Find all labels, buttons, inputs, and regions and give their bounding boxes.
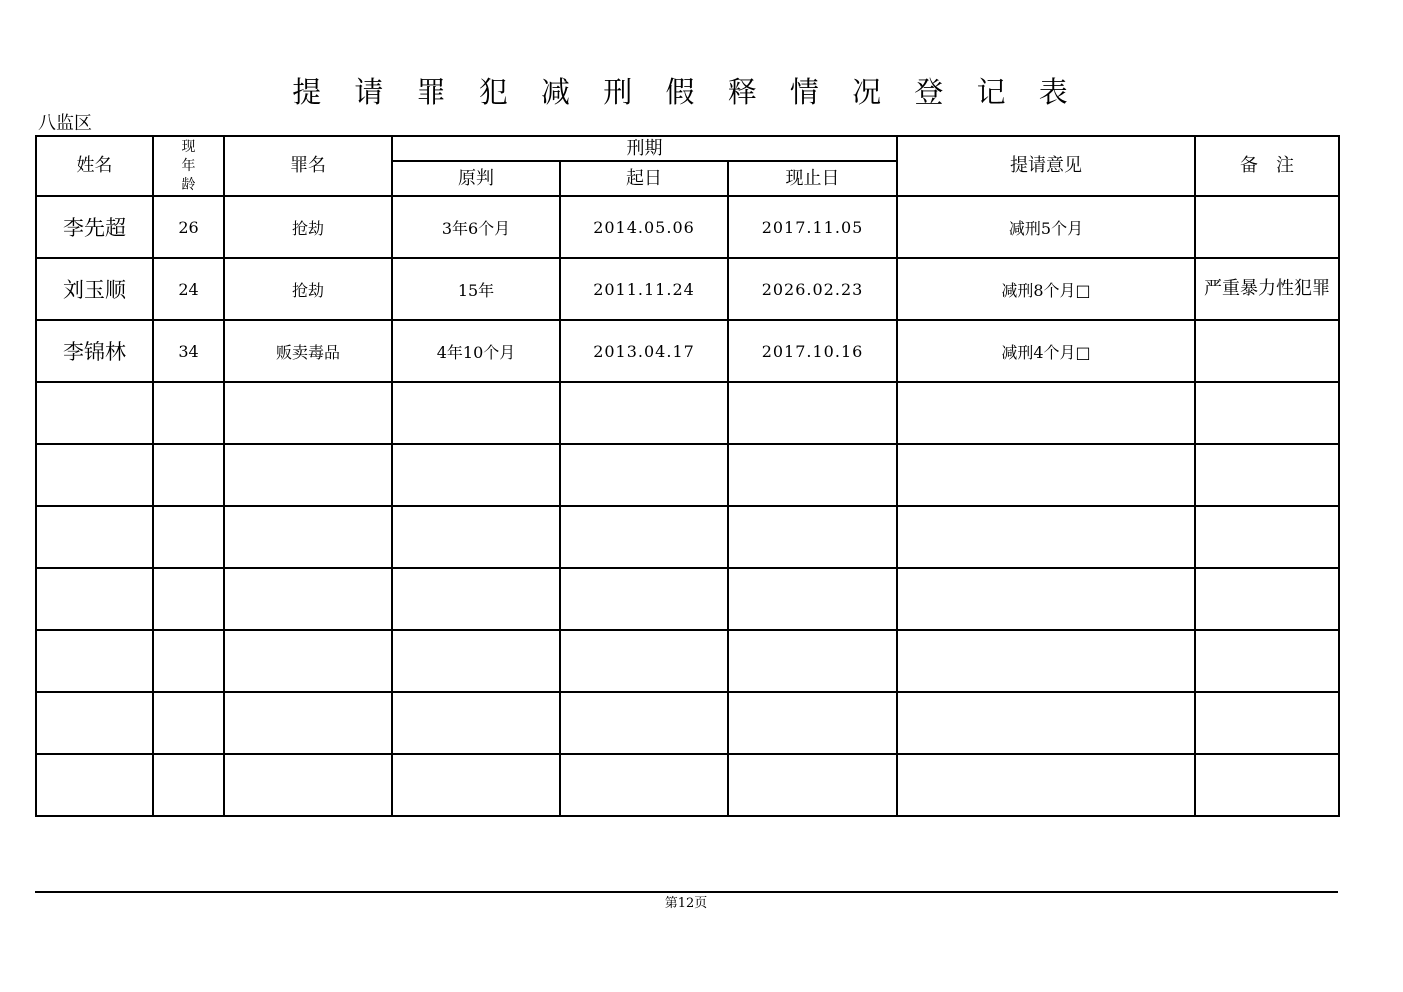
table-row	[36, 258, 1339, 320]
cell-start: 2013.04.17	[560, 320, 728, 382]
header-sentence: 刑期	[392, 136, 897, 161]
footer-divider	[35, 891, 1338, 893]
table-header	[36, 136, 1339, 196]
cell-name: 刘玉顺	[36, 258, 153, 320]
table-row-empty	[36, 692, 1339, 754]
cell-name: 李锦林	[36, 320, 153, 382]
header-name: 姓名	[36, 136, 153, 196]
table-body	[36, 196, 1339, 816]
header-end: 现止日	[728, 161, 897, 196]
cell-remarks	[1195, 320, 1339, 382]
cell-opinion: 减刑5个月	[897, 196, 1195, 258]
cell-end: 2017.10.16	[728, 320, 897, 382]
document-title: 提 请 罪 犯 减 刑 假 释 情 况 登 记 表	[292, 75, 1080, 109]
header-age	[153, 136, 224, 196]
cell-opinion: 减刑8个月□	[897, 258, 1195, 320]
cell-remarks: 严重暴力性犯罪	[1195, 258, 1339, 320]
header-opinion: 提请意见	[897, 136, 1195, 196]
cell-remarks	[1195, 196, 1339, 258]
district-label: 八监区	[38, 113, 92, 134]
header-crime: 罪名	[224, 136, 392, 196]
cell-original: 15年	[392, 258, 560, 320]
table-row	[36, 320, 1339, 382]
table-row-empty	[36, 754, 1339, 816]
cell-age: 24	[153, 258, 224, 320]
header-remarks: 备 注	[1195, 136, 1339, 196]
header-start: 起日	[560, 161, 728, 196]
cell-start: 2014.05.06	[560, 196, 728, 258]
cell-opinion: 减刑4个月□	[897, 320, 1195, 382]
table-row-empty	[36, 568, 1339, 630]
cell-crime: 抢劫	[224, 196, 392, 258]
cell-age: 26	[153, 196, 224, 258]
cell-original: 3年6个月	[392, 196, 560, 258]
table-row-empty	[36, 444, 1339, 506]
cell-age: 34	[153, 320, 224, 382]
header-original: 原判	[392, 161, 560, 196]
registration-table	[35, 135, 1340, 817]
cell-name: 李先超	[36, 196, 153, 258]
cell-crime: 贩卖毒品	[224, 320, 392, 382]
header-age-char: 现	[181, 138, 196, 155]
table-row-empty	[36, 506, 1339, 568]
cell-original: 4年10个月	[392, 320, 560, 382]
table-row	[36, 196, 1339, 258]
page-number: 第12页	[664, 896, 708, 911]
header-age-char: 龄	[181, 176, 196, 193]
table-row-empty	[36, 382, 1339, 444]
cell-start: 2011.11.24	[560, 258, 728, 320]
cell-end: 2026.02.23	[728, 258, 897, 320]
cell-end: 2017.11.05	[728, 196, 897, 258]
header-age-char: 年	[181, 157, 196, 174]
cell-crime: 抢劫	[224, 258, 392, 320]
table-row-empty	[36, 630, 1339, 692]
